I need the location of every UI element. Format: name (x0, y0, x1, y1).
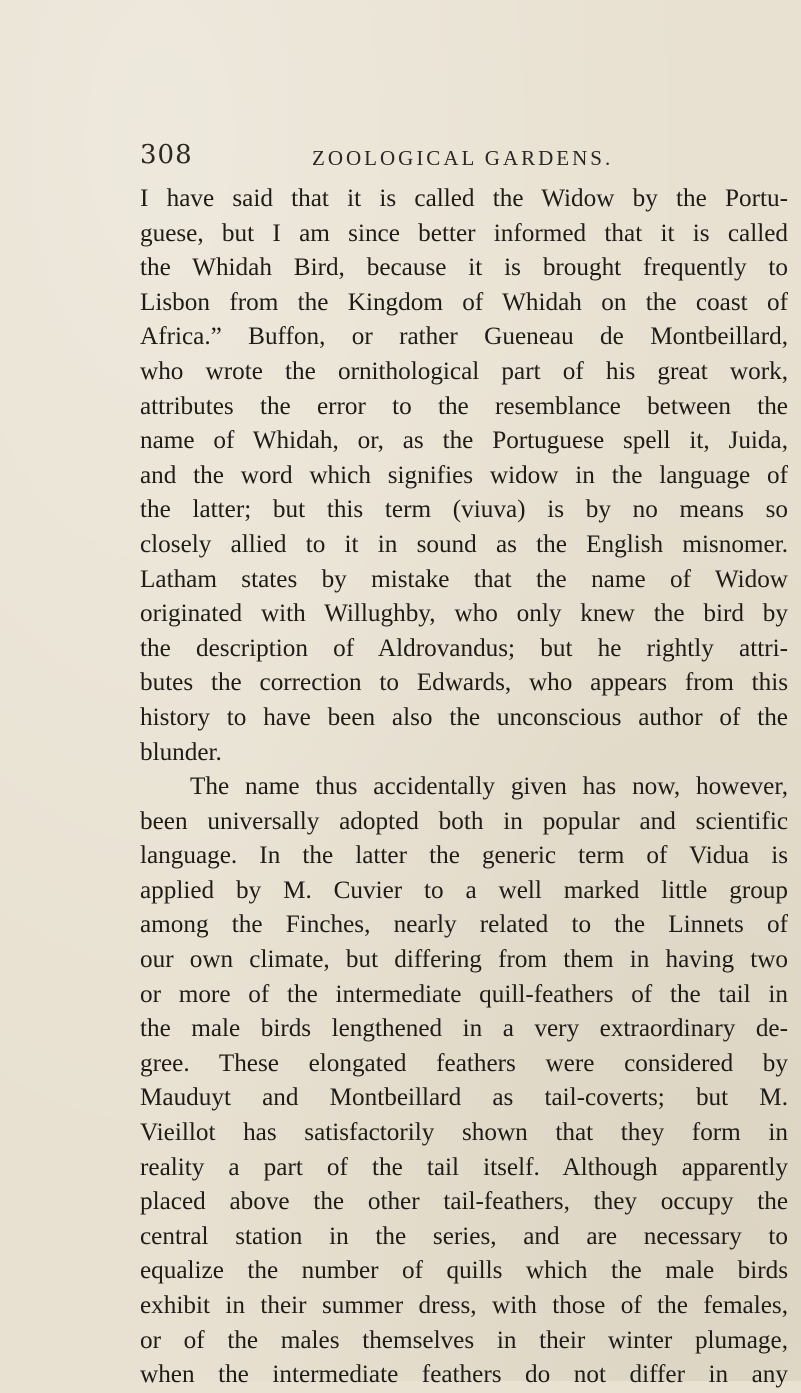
text-line: butes the correction to Edwards, who appears from this (140, 669, 788, 697)
text-line: The name thus accidentally given has now, however, (190, 773, 788, 801)
text-line: when the intermediate feathers do not differ in any (140, 1361, 788, 1389)
text-line: reality a part of the tail itself. Although apparently (140, 1153, 788, 1181)
text-line: gree. These elongated feathers were considered by (140, 1049, 788, 1077)
text-line: who wrote the ornithological part of his great work, (140, 357, 788, 385)
text-line: Lisbon from the Kingdom of Whidah on the coast of (140, 288, 788, 316)
text-line: exhibit in their summer dress, with those of the females, (140, 1292, 788, 1319)
text-line: applied by M. Cuvier to a well marked little group (140, 876, 788, 904)
text-line: Africa.” Buffon, or rather Gueneau de Montbeillard, (140, 323, 788, 351)
text-line: equalize the number of quills which the male birds (140, 1257, 788, 1285)
page-header (140, 140, 780, 180)
text-line: among the Finches, nearly related to the Linnets of (140, 911, 788, 939)
running-head: ZOOLOGICAL GARDENS. (312, 146, 614, 170)
text-line: placed above the other tail-feathers, they occupy the (140, 1188, 788, 1216)
text-line: closely allied to it in sound as the English misnomer. (140, 530, 788, 558)
text-line: been universally adopted both in popular and scientific (140, 807, 788, 835)
text-line: the Whidah Bird, because it is brought frequently to (140, 254, 788, 282)
text-line: or of the males themselves in their winter plumage, (140, 1326, 788, 1354)
text-line: language. In the latter the generic term of Vidua is (140, 842, 788, 870)
text-line: the description of Aldrovandus; but he rightly attri- (140, 634, 788, 662)
text-line: history to have been also the unconscious author of the (140, 703, 788, 731)
text-line: I have said that it is called the Widow by the Portu- (140, 185, 788, 212)
page-number: 308 (140, 140, 193, 170)
text-line: Latham states by mistake that the name of Widow (140, 565, 788, 593)
body-text (140, 182, 788, 1393)
text-line: the male birds lengthened in a very extraordinary de- (140, 1015, 788, 1043)
text-line: originated with Willughby, who only knew the bird by (140, 600, 788, 628)
text-line: and the word which signifies widow in the language of (140, 461, 788, 489)
text-line: Mauduyt and Montbeillard as tail-coverts; but M. (140, 1084, 788, 1112)
text-line: attributes the error to the resemblance between the (140, 392, 788, 420)
text-line: name of Whidah, or, as the Portuguese spell it, Juida, (140, 427, 788, 455)
text-line: blunder. (140, 738, 222, 766)
text-line: our own climate, but differing from them in having two (140, 946, 788, 974)
text-line: Vieillot has satisfactorily shown that they form in (140, 1119, 788, 1147)
text-line: or more of the intermediate quill-feathers of the tail in (140, 980, 788, 1008)
text-line: central station in the series, and are necessary to (140, 1222, 788, 1250)
text-line: the latter; but this term (viuva) is by no means so (140, 496, 788, 524)
text-line: guese, but I am since better informed that it is called (140, 219, 788, 247)
